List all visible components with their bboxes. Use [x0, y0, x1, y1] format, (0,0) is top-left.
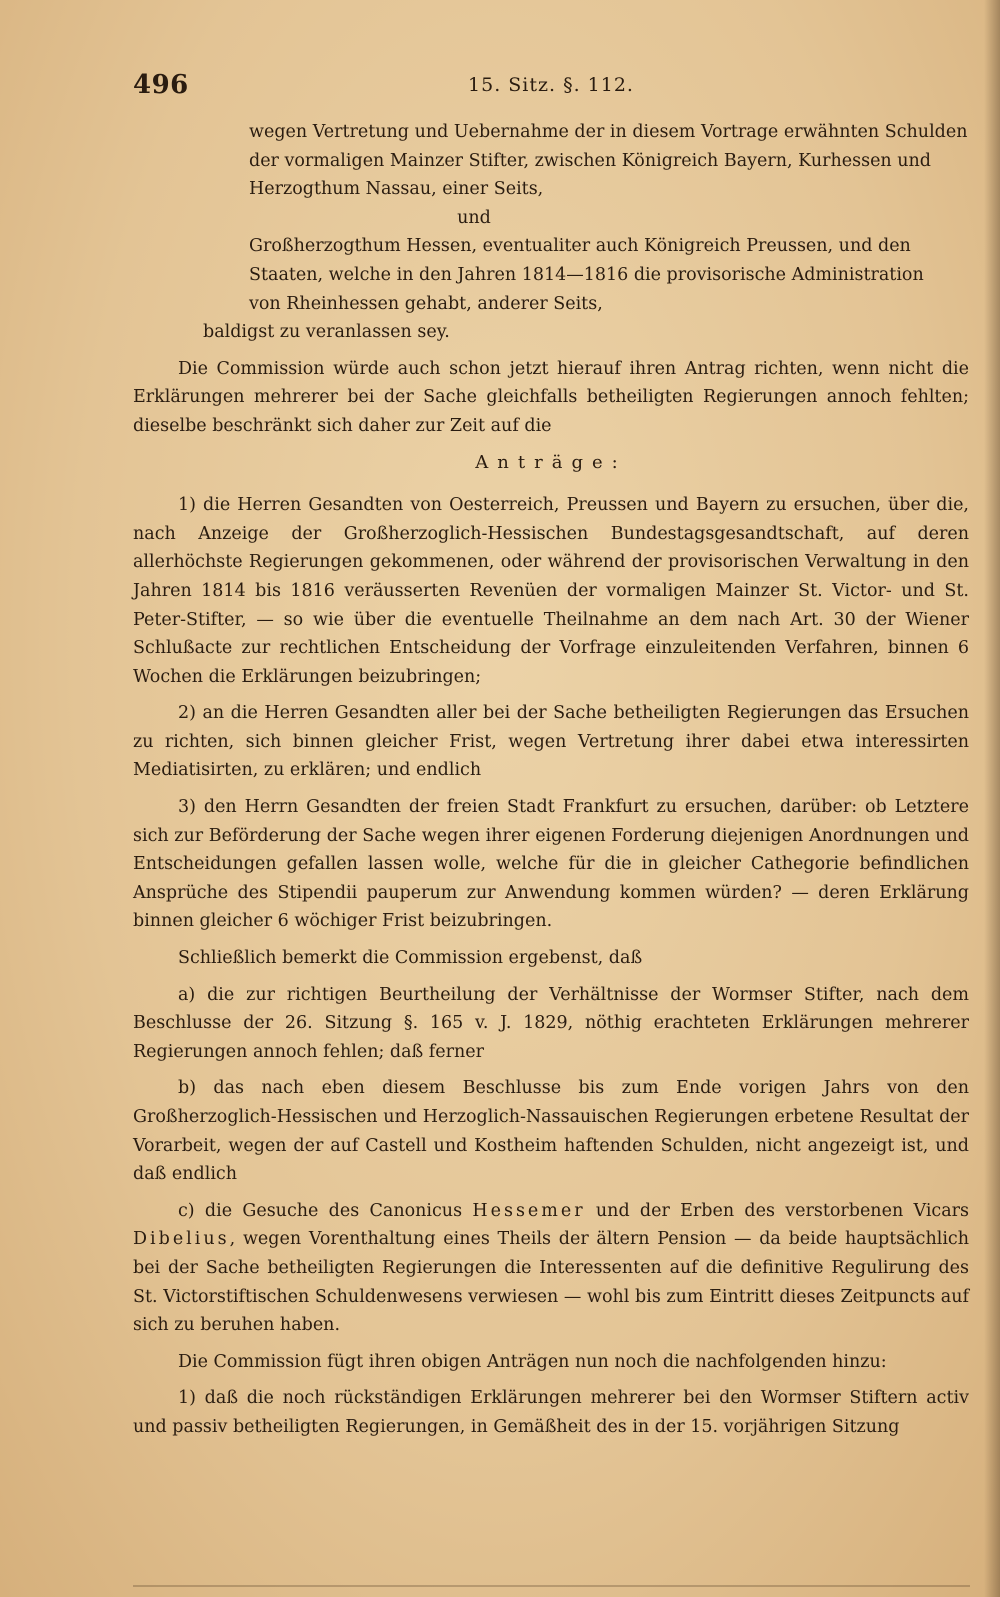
text-line: von Rheinhessen gehabt, anderer Seits, — [249, 293, 603, 314]
text-line: wegen Vertretung und Uebernahme der in diesem Vortrage erwähnten Schulden — [249, 122, 968, 142]
list-item: 1) daß die noch rückständigen Erklärungen mehrerer bei den Wormser Stiftern activ und passiv betheiligten Regierungen, in Gemäßheit des in der 15. vorjährigen Sitzung — [133, 1388, 969, 1437]
text-line: baldigst zu veranlassen sey. — [203, 322, 450, 343]
list-item: b) das nach eben diesem Beschlusse bis zum Ende vorigen Jahrs von den Großherzoglich-Hessischen und Herzoglich-Nassauischen Regierungen erbetene Resultat der Vorarbeit, wegen der auf Castell und Kostheim haftenden Schulden, nicht angezeigt ist, und daß endlich — [133, 1078, 969, 1185]
indented-clause — [133, 118, 969, 318]
text-run: , wegen Vorenthaltung eines Theils der ältern Pension — da beide hauptsächlich bei der Sache betheiligten Regierungen die Interessenten auf die definitive Regulirung des St. Victorstiftischen Schuldenwesens verwiesen — wohl bis zum Eintritt dieses Zeitpuncts auf sich zu beruhen haben. — [133, 1229, 969, 1336]
document-body — [133, 118, 969, 1450]
page-number: 496 — [133, 70, 189, 100]
person-name: Dibelius — [133, 1229, 230, 1250]
paragraph: Die Commission fügt ihren obigen Anträgen nun noch die nachfolgenden hinzu: — [178, 1351, 887, 1372]
page-edge-rule — [133, 1585, 970, 1587]
text-line: der vormaligen Mainzer Stifter, zwischen Königreich Bayern, Kurhessen und — [249, 150, 932, 171]
running-head: 15. Sitz. §. 112. — [468, 74, 634, 96]
text-line: Staaten, welche in den Jahren 1814—1816 die provisorische Administration — [249, 264, 924, 285]
motion-item: 3) den Herrn Gesandten der freien Stadt Frankfurt zu ersuchen, darüber: ob Letztere sich zur Beförderung der Sache wegen ihrer eigenen Forderung diejenigen Anordnungen und Entscheidungen gefallen lassen wolle, welche für die in gleicher Cathegorie befindlichen Ansprüche des Stipendii pauperum zur Anwendung kommen würden? — deren Erklärung binnen gleicher 6 wöchiger Frist beizubringen. — [133, 797, 969, 932]
text-line: Herzogthum Nassau, einer Seits, — [249, 179, 544, 200]
list-item: a) die zur richtigen Beurtheilung der Verhältnisse der Wormser Stifter, nach dem Beschlusse der 26. Sitzung §. 165 v. J. 1829, nöthig erachteten Erklärungen mehrerer Regierungen annoch fehlen; daß ferner — [133, 984, 969, 1062]
paragraph: Schließlich bemerkt die Commission ergebenst, daß — [178, 948, 643, 969]
list-item — [133, 1197, 969, 1340]
text-line: Großherzogthum Hessen, eventualiter auch Königreich Preussen, und den — [249, 236, 911, 257]
person-name: Hessemer — [472, 1200, 586, 1221]
text-run: c) die Gesuche des Canonicus — [178, 1200, 473, 1221]
paragraph: Die Commission würde auch schon jetzt hierauf ihren Antrag richten, wenn nicht die Erklärungen mehrerer bei der Sache gleichfalls betheiligten Regierungen annoch fehlten; dieselbe beschränkt sich daher zur Zeit auf die — [133, 358, 969, 436]
page-header — [133, 70, 969, 110]
motion-item: 2) an die Herren Gesandten aller bei der Sache betheiligten Regierungen das Ersuchen zu richten, sich binnen gleicher Frist, wegen Vertretung ihrer dabei etwa interessirten Mediatisirten, zu erklären; und endlich — [133, 703, 969, 781]
text-line: und — [457, 207, 491, 228]
text-run: und der Erben des verstorbenen Vicars — [585, 1200, 970, 1221]
motion-item: 1) die Herren Gesandten von Oesterreich, Preussen und Bayern zu ersuchen, über die, nach Anzeige der Großherzoglich-Hessischen Bundestagsgesandtschaft, auf deren allerhöchste Regierungen gekommenen, oder während der provisorischen Verwaltung in den Jahren 1814 bis 1816 veräusserten Revenüen der vormaligen Mainzer St. Victor- und St. Peter-Stifter, — so wie über die eventuelle Theilnahme an dem nach Art. 30 der Wiener Schlußacte zur rechtlichen Entscheidung der Vorfrage einzuleitenden Verfahren, binnen 6 Wochen die Erklärungen beizubringen; — [133, 495, 969, 687]
section-heading: Anträge: — [475, 451, 627, 473]
